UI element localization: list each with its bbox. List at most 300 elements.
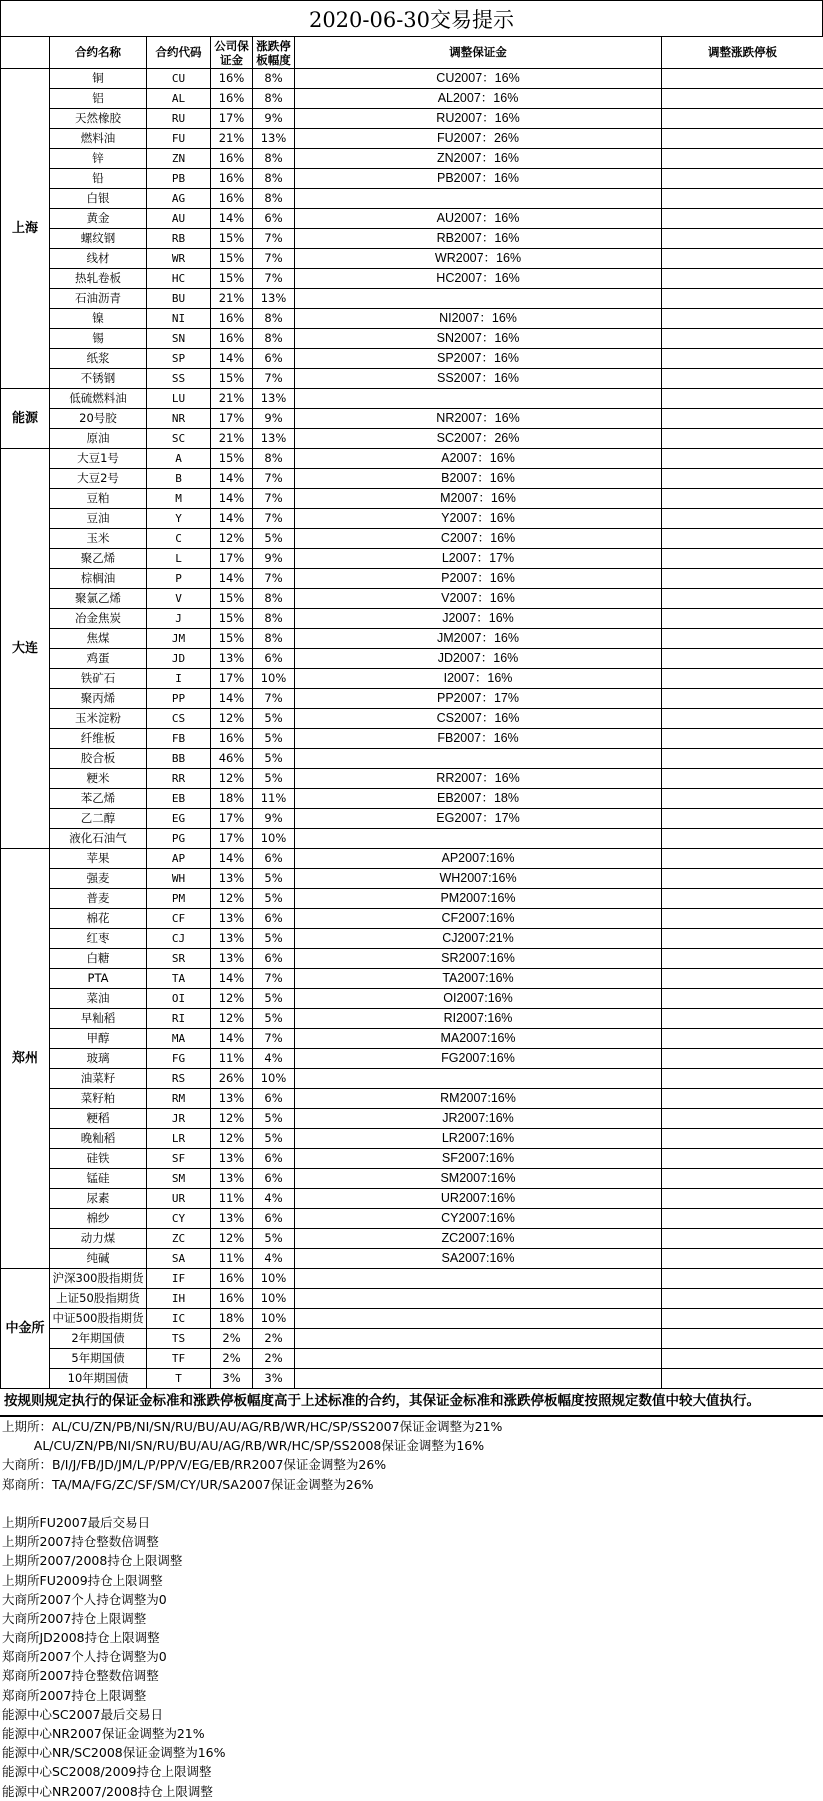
contract-code-cell: PM [147, 889, 211, 909]
contract-code-cell: P [147, 569, 211, 589]
price-limit-cell: 9% [253, 409, 295, 429]
table-row [1, 309, 823, 329]
adjusted-limit-cell [662, 1069, 823, 1089]
adjusted-margin-cell: WH2007:16% [295, 869, 662, 889]
adjusted-margin-cell [295, 289, 662, 309]
contract-code-cell: JM [147, 629, 211, 649]
adjusted-limit-cell [662, 1349, 823, 1369]
company-margin-cell: 14% [211, 849, 253, 869]
contract-name-cell: 粳稻 [50, 1109, 147, 1129]
adjusted-limit-cell [662, 749, 823, 769]
adjusted-margin-cell [295, 189, 662, 209]
adjusted-margin-cell: L2007：17% [295, 549, 662, 569]
price-limit-cell: 6% [253, 649, 295, 669]
contract-code-cell: RI [147, 1009, 211, 1029]
price-limit-cell: 7% [253, 469, 295, 489]
adjusted-margin-cell [295, 829, 662, 849]
adjusted-limit-cell [662, 1229, 823, 1249]
company-margin-cell: 16% [211, 1289, 253, 1309]
company-margin-cell: 15% [211, 369, 253, 389]
note-line: 能源中心SC2008/2009持仓上限调整 [2, 1762, 823, 1781]
adjusted-limit-cell [662, 409, 823, 429]
price-limit-cell: 8% [253, 189, 295, 209]
contract-name-cell: 5年期国债 [50, 1349, 147, 1369]
price-limit-cell: 8% [253, 309, 295, 329]
table-row [1, 649, 823, 669]
company-margin-cell: 16% [211, 169, 253, 189]
price-limit-cell: 6% [253, 849, 295, 869]
note-line: 大商所JD2008持仓上限调整 [2, 1628, 823, 1647]
company-margin-cell: 15% [211, 589, 253, 609]
price-limit-cell: 5% [253, 729, 295, 749]
adjusted-margin-cell [295, 1349, 662, 1369]
adjusted-limit-cell [662, 949, 823, 969]
contract-name-cell: 冶金焦炭 [50, 609, 147, 629]
contract-code-cell: LU [147, 389, 211, 409]
table-row [1, 1129, 823, 1149]
adjusted-limit-cell [662, 669, 823, 689]
price-limit-cell: 5% [253, 769, 295, 789]
company-margin-cell: 21% [211, 429, 253, 449]
adjusted-margin-cell: SP2007：16% [295, 349, 662, 369]
adjusted-limit-cell [662, 69, 823, 89]
region-cell: 郑州 [1, 849, 50, 1269]
price-limit-cell: 10% [253, 1289, 295, 1309]
company-margin-cell: 12% [211, 1009, 253, 1029]
price-limit-cell: 5% [253, 889, 295, 909]
table-row [1, 349, 823, 369]
company-margin-cell: 12% [211, 1129, 253, 1149]
table-row [1, 449, 823, 469]
adjusted-limit-cell [662, 389, 823, 409]
contract-name-cell: 油菜籽 [50, 1069, 147, 1089]
contract-code-cell: FG [147, 1049, 211, 1069]
contract-code-cell: NR [147, 409, 211, 429]
page-title: 2020-06-30交易提示 [0, 0, 823, 36]
contract-name-cell: 苹果 [50, 849, 147, 869]
adjusted-margin-cell: CY2007:16% [295, 1209, 662, 1229]
company-margin-cell: 11% [211, 1249, 253, 1269]
price-limit-cell: 13% [253, 289, 295, 309]
price-limit-cell: 7% [253, 969, 295, 989]
adjusted-margin-cell: CF2007:16% [295, 909, 662, 929]
notes-list [0, 1417, 823, 1801]
company-margin-cell: 15% [211, 449, 253, 469]
contract-name-cell: 棕榈油 [50, 569, 147, 589]
adjusted-limit-cell [662, 289, 823, 309]
adjusted-limit-cell [662, 989, 823, 1009]
table-row [1, 669, 823, 689]
table-row [1, 1369, 823, 1389]
contract-code-cell: RS [147, 1069, 211, 1089]
table-row [1, 1309, 823, 1329]
contract-code-cell: M [147, 489, 211, 509]
contract-code-cell: RM [147, 1089, 211, 1109]
contract-code-cell: FU [147, 129, 211, 149]
adjusted-limit-cell [662, 1109, 823, 1129]
contract-name-cell: 镍 [50, 309, 147, 329]
table-row [1, 289, 823, 309]
contract-code-cell: T [147, 1369, 211, 1389]
company-margin-cell: 14% [211, 569, 253, 589]
price-limit-cell: 4% [253, 1189, 295, 1209]
price-limit-cell: 4% [253, 1249, 295, 1269]
table-row [1, 889, 823, 909]
adjusted-margin-cell: OI2007:16% [295, 989, 662, 1009]
adjusted-limit-cell [662, 1209, 823, 1229]
price-limit-cell: 6% [253, 1089, 295, 1109]
company-margin-cell: 14% [211, 1029, 253, 1049]
company-margin-cell: 16% [211, 329, 253, 349]
company-margin-cell: 14% [211, 489, 253, 509]
company-margin-cell: 13% [211, 1149, 253, 1169]
price-limit-cell: 7% [253, 489, 295, 509]
table-row [1, 229, 823, 249]
adjusted-margin-cell [295, 1309, 662, 1329]
contract-name-cell: 尿素 [50, 1189, 147, 1209]
contract-name-cell: 20号胶 [50, 409, 147, 429]
contract-code-cell: CY [147, 1209, 211, 1229]
table-row [1, 429, 823, 449]
adjusted-limit-cell [662, 349, 823, 369]
table-row [1, 1329, 823, 1349]
contract-code-cell: UR [147, 1189, 211, 1209]
contract-code-cell: TS [147, 1329, 211, 1349]
adjusted-limit-cell [662, 649, 823, 669]
note-line: 上期所：AL/CU/ZN/PB/NI/SN/RU/BU/AU/AG/RB/WR/HC/SP/SS2007保证金调整为21% [2, 1417, 823, 1436]
adjusted-limit-cell [662, 1309, 823, 1329]
price-limit-cell: 8% [253, 629, 295, 649]
company-margin-cell: 16% [211, 729, 253, 749]
company-margin-cell: 12% [211, 1229, 253, 1249]
table-row [1, 209, 823, 229]
table-row [1, 469, 823, 489]
price-limit-cell: 10% [253, 829, 295, 849]
company-margin-cell: 17% [211, 109, 253, 129]
table-row [1, 369, 823, 389]
contract-code-cell: PG [147, 829, 211, 849]
adjusted-margin-cell: UR2007:16% [295, 1189, 662, 1209]
adjusted-margin-cell: M2007：16% [295, 489, 662, 509]
contract-code-cell: TF [147, 1349, 211, 1369]
price-limit-cell: 7% [253, 509, 295, 529]
contract-name-cell: 铝 [50, 89, 147, 109]
price-limit-cell: 11% [253, 789, 295, 809]
contract-name-cell: 强麦 [50, 869, 147, 889]
company-margin-cell: 16% [211, 69, 253, 89]
contract-name-cell: 铅 [50, 169, 147, 189]
table-row [1, 1049, 823, 1069]
contract-name-cell: 菜油 [50, 989, 147, 1009]
table-row [1, 849, 823, 869]
adjusted-margin-cell: RI2007:16% [295, 1009, 662, 1029]
adjusted-limit-cell [662, 609, 823, 629]
contract-name-cell: 聚乙烯 [50, 549, 147, 569]
contract-code-cell: IF [147, 1269, 211, 1289]
note-line: 能源中心NR/SC2008保证金调整为16% [2, 1743, 823, 1762]
contract-name-cell: 甲醇 [50, 1029, 147, 1049]
adjusted-limit-cell [662, 1329, 823, 1349]
contract-code-cell: AU [147, 209, 211, 229]
company-margin-cell: 21% [211, 389, 253, 409]
note-line: 能源中心NR2007/2008持仓上限调整 [2, 1782, 823, 1801]
contract-name-cell: 玉米淀粉 [50, 709, 147, 729]
table-row [1, 189, 823, 209]
adjusted-limit-cell [662, 689, 823, 709]
contract-name-cell: 红枣 [50, 929, 147, 949]
contract-name-cell: 白银 [50, 189, 147, 209]
adjusted-margin-cell: EG2007：17% [295, 809, 662, 829]
price-limit-cell: 10% [253, 1269, 295, 1289]
table-row [1, 769, 823, 789]
price-limit-cell: 8% [253, 449, 295, 469]
company-margin-cell: 46% [211, 749, 253, 769]
adjusted-margin-cell: NI2007：16% [295, 309, 662, 329]
company-margin-cell: 12% [211, 1109, 253, 1129]
note-line: 郑商所2007个人持仓调整为0 [2, 1647, 823, 1666]
adjusted-limit-cell [662, 829, 823, 849]
adjusted-margin-cell: JM2007：16% [295, 629, 662, 649]
adjusted-limit-cell [662, 589, 823, 609]
header-contract-name: 合约名称 [50, 37, 147, 69]
contract-code-cell: IC [147, 1309, 211, 1329]
adjusted-margin-cell: EB2007：18% [295, 789, 662, 809]
contract-code-cell: HC [147, 269, 211, 289]
price-limit-cell: 5% [253, 1109, 295, 1129]
adjusted-margin-cell: CJ2007:21% [295, 929, 662, 949]
contract-name-cell: 白糖 [50, 949, 147, 969]
contract-name-cell: 上证50股指期货 [50, 1289, 147, 1309]
adjusted-limit-cell [662, 869, 823, 889]
contract-code-cell: PP [147, 689, 211, 709]
contract-name-cell: 聚氯乙烯 [50, 589, 147, 609]
company-margin-cell: 14% [211, 349, 253, 369]
contract-name-cell: 中证500股指期货 [50, 1309, 147, 1329]
table-header-row [1, 37, 823, 69]
contract-code-cell: A [147, 449, 211, 469]
contract-code-cell: MA [147, 1029, 211, 1049]
price-limit-cell: 8% [253, 69, 295, 89]
table-row [1, 1349, 823, 1369]
contract-name-cell: 纸浆 [50, 349, 147, 369]
company-margin-cell: 16% [211, 1269, 253, 1289]
adjusted-limit-cell [662, 429, 823, 449]
table-row [1, 1109, 823, 1129]
company-margin-cell: 12% [211, 769, 253, 789]
company-margin-cell: 18% [211, 789, 253, 809]
company-margin-cell: 11% [211, 1189, 253, 1209]
contract-name-cell: 硅铁 [50, 1149, 147, 1169]
table-row [1, 789, 823, 809]
contract-code-cell: B [147, 469, 211, 489]
contract-name-cell: 原油 [50, 429, 147, 449]
price-limit-cell: 8% [253, 609, 295, 629]
company-margin-cell: 14% [211, 469, 253, 489]
price-limit-cell: 13% [253, 129, 295, 149]
adjusted-margin-cell: HC2007：16% [295, 269, 662, 289]
contract-name-cell: 早籼稻 [50, 1009, 147, 1029]
table-row [1, 509, 823, 529]
header-region [1, 37, 50, 69]
company-margin-cell: 17% [211, 409, 253, 429]
company-margin-cell: 2% [211, 1329, 253, 1349]
adjusted-margin-cell [295, 1069, 662, 1089]
adjusted-margin-cell: J2007：16% [295, 609, 662, 629]
company-margin-cell: 21% [211, 129, 253, 149]
adjusted-margin-cell: LR2007:16% [295, 1129, 662, 1149]
adjusted-margin-cell: C2007：16% [295, 529, 662, 549]
adjusted-margin-cell: SR2007:16% [295, 949, 662, 969]
price-limit-cell: 7% [253, 569, 295, 589]
company-margin-cell: 3% [211, 1369, 253, 1389]
price-limit-cell: 8% [253, 329, 295, 349]
contract-name-cell: 铁矿石 [50, 669, 147, 689]
table-row [1, 1189, 823, 1209]
price-limit-cell: 2% [253, 1329, 295, 1349]
table-row [1, 749, 823, 769]
note-line: 郑商所2007持仓上限调整 [2, 1686, 823, 1705]
adjusted-margin-cell: JD2007：16% [295, 649, 662, 669]
note-line: 能源中心SC2007最后交易日 [2, 1705, 823, 1724]
table-row [1, 1229, 823, 1249]
adjusted-limit-cell [662, 769, 823, 789]
contract-name-cell: 纤维板 [50, 729, 147, 749]
adjusted-limit-cell [662, 1369, 823, 1389]
note-line: 上期所FU2009持仓上限调整 [2, 1571, 823, 1590]
adjusted-limit-cell [662, 909, 823, 929]
company-margin-cell: 11% [211, 1049, 253, 1069]
adjusted-margin-cell: TA2007:16% [295, 969, 662, 989]
adjusted-margin-cell: V2007：16% [295, 589, 662, 609]
contract-name-cell: 纯碱 [50, 1249, 147, 1269]
table-row [1, 329, 823, 349]
contract-name-cell: 焦煤 [50, 629, 147, 649]
contract-code-cell: NI [147, 309, 211, 329]
table-row [1, 149, 823, 169]
table-row [1, 1249, 823, 1269]
contract-name-cell: 棉花 [50, 909, 147, 929]
price-limit-cell: 6% [253, 909, 295, 929]
contract-code-cell: IH [147, 1289, 211, 1309]
company-margin-cell: 13% [211, 869, 253, 889]
adjusted-margin-cell: CS2007：16% [295, 709, 662, 729]
adjusted-limit-cell [662, 329, 823, 349]
rule-note: 按规则规定执行的保证金标准和涨跌停板幅度高于上述标准的合约，其保证金标准和涨跌停板幅度按照规定数值中较大值执行。 [0, 1389, 823, 1417]
adjusted-margin-cell: SC2007：26% [295, 429, 662, 449]
adjusted-limit-cell [662, 229, 823, 249]
contract-code-cell: EB [147, 789, 211, 809]
contract-name-cell: 大豆1号 [50, 449, 147, 469]
note-line: 上期所2007持仓整数倍调整 [2, 1532, 823, 1551]
adjusted-margin-cell: RM2007:16% [295, 1089, 662, 1109]
note-line: 上期所FU2007最后交易日 [2, 1513, 823, 1532]
contract-code-cell: RB [147, 229, 211, 249]
contract-code-cell: JR [147, 1109, 211, 1129]
contract-name-cell: 石油沥青 [50, 289, 147, 309]
adjusted-margin-cell: ZC2007:16% [295, 1229, 662, 1249]
adjusted-limit-cell [662, 129, 823, 149]
adjusted-limit-cell [662, 1289, 823, 1309]
adjusted-margin-cell: SN2007：16% [295, 329, 662, 349]
region-cell: 大连 [1, 449, 50, 849]
price-limit-cell: 7% [253, 249, 295, 269]
contract-code-cell: CS [147, 709, 211, 729]
adjusted-margin-cell: SS2007：16% [295, 369, 662, 389]
contract-code-cell: J [147, 609, 211, 629]
adjusted-margin-cell: ZN2007：16% [295, 149, 662, 169]
price-limit-cell: 8% [253, 89, 295, 109]
company-margin-cell: 13% [211, 1209, 253, 1229]
adjusted-margin-cell: AP2007:16% [295, 849, 662, 869]
contract-name-cell: 大豆2号 [50, 469, 147, 489]
price-limit-cell: 9% [253, 109, 295, 129]
adjusted-margin-cell [295, 1329, 662, 1349]
table-row [1, 809, 823, 829]
table-row [1, 109, 823, 129]
company-margin-cell: 18% [211, 1309, 253, 1329]
contract-name-cell: 聚丙烯 [50, 689, 147, 709]
company-margin-cell: 17% [211, 669, 253, 689]
price-limit-cell: 8% [253, 149, 295, 169]
contract-name-cell: 豆油 [50, 509, 147, 529]
table-row [1, 529, 823, 549]
contract-code-cell: SF [147, 1149, 211, 1169]
adjusted-limit-cell [662, 249, 823, 269]
contract-code-cell: V [147, 589, 211, 609]
price-limit-cell: 13% [253, 429, 295, 449]
price-limit-cell: 5% [253, 529, 295, 549]
note-line [2, 1494, 823, 1513]
price-limit-cell: 8% [253, 589, 295, 609]
contract-code-cell: C [147, 529, 211, 549]
adjusted-margin-cell: FG2007:16% [295, 1049, 662, 1069]
contract-code-cell: FB [147, 729, 211, 749]
contract-code-cell: SM [147, 1169, 211, 1189]
adjusted-limit-cell [662, 1049, 823, 1069]
table-row [1, 1029, 823, 1049]
price-limit-cell: 5% [253, 1009, 295, 1029]
contract-code-cell: LR [147, 1129, 211, 1149]
adjusted-limit-cell [662, 509, 823, 529]
contract-name-cell: 燃料油 [50, 129, 147, 149]
region-cell: 上海 [1, 69, 50, 389]
contract-code-cell: PB [147, 169, 211, 189]
contract-code-cell: EG [147, 809, 211, 829]
table-row [1, 909, 823, 929]
adjusted-limit-cell [662, 709, 823, 729]
adjusted-limit-cell [662, 889, 823, 909]
adjusted-margin-cell: RR2007：16% [295, 769, 662, 789]
contract-name-cell: 螺纹钢 [50, 229, 147, 249]
company-margin-cell: 15% [211, 609, 253, 629]
contract-code-cell: CU [147, 69, 211, 89]
contract-name-cell: 天然橡胶 [50, 109, 147, 129]
adjusted-margin-cell: PM2007:16% [295, 889, 662, 909]
contract-code-cell: SS [147, 369, 211, 389]
table-row [1, 1209, 823, 1229]
region-cell: 中金所 [1, 1269, 50, 1389]
note-line: 郑商所2007持仓整数倍调整 [2, 1666, 823, 1685]
price-limit-cell: 5% [253, 709, 295, 729]
table-row [1, 1289, 823, 1309]
header-adjusted-limit: 调整涨跌停板 [662, 37, 823, 69]
price-limit-cell: 10% [253, 1069, 295, 1089]
table-row [1, 1069, 823, 1089]
table-row [1, 549, 823, 569]
contract-code-cell: Y [147, 509, 211, 529]
company-margin-cell: 14% [211, 969, 253, 989]
contract-code-cell: ZN [147, 149, 211, 169]
